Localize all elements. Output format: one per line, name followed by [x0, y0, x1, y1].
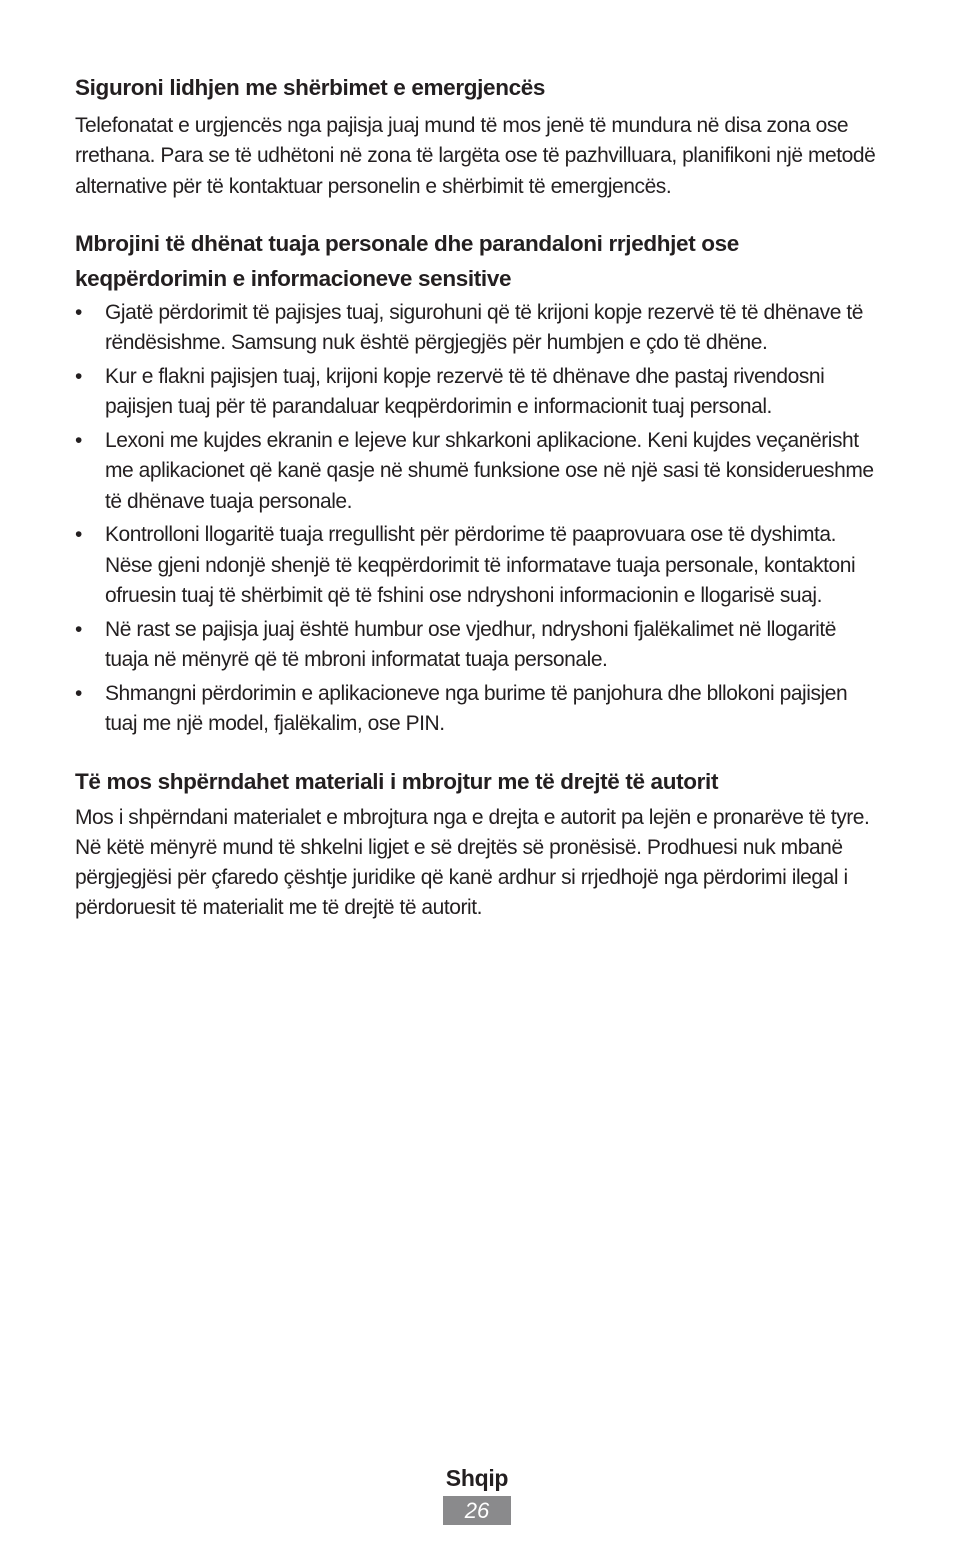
bullet-icon: •: [75, 429, 82, 453]
list-item-text: Gjatë përdorimit të pajisjes tuaj, sigurohuni që të krijoni kopje rezervë të të dhënave të rëndësishme. Samsung nuk është përgjegjës për humbjen e çdo të dhëne.: [105, 300, 863, 355]
bullet-icon: •: [75, 300, 82, 324]
footer-language-label: Shqip: [445, 1465, 509, 1491]
page-footer: [0, 1462, 954, 1525]
section-emergency-services: [75, 70, 881, 202]
bullet-icon: •: [75, 617, 82, 641]
page-number: 26: [443, 1496, 511, 1525]
document-body: [75, 70, 881, 924]
section-heading: Mbrojini të dhënat tuaja personale dhe parandaloni rrjedhjet ose keqpërdorimin e informacioneve sensitive: [75, 230, 739, 291]
list-item: [75, 298, 881, 359]
list-item-text: Kontrolloni llogaritë tuaja rregullisht për përdorime të paaprovuara ose të dyshimta. Nëse gjeni ndonjë shenjë të keqpërdorimit të informatave tuaja personale, kontaktoni ofruesin tuaj të shërbimit që të fshini ose ndryshoni informacionin e llogarisë suaj.: [105, 523, 856, 608]
list-item: [75, 426, 881, 517]
bullet-icon: •: [75, 364, 82, 388]
list-item-text: Shmangni përdorimin e aplikacioneve nga burime të panjohura dhe bllokoni pajisjen tuaj me një model, fjalëkalim, ose PIN.: [105, 681, 848, 736]
section-personal-data: [75, 226, 881, 740]
list-item-text: Lexoni me kujdes ekranin e lejeve kur shkarkoni aplikacione. Keni kujdes veçanërisht me aplikacionet që kanë qasje në shumë funksione ose në një sasi të konsiderueshme të dhënave tuaja personale.: [105, 429, 874, 513]
section-paragraph: Telefonatat e urgjencës nga pajisja juaj mund të mos jenë të mundura në disa zona ose rrethana. Para se të udhëtoni në zona të largëta ose të pazhvilluara, planifikoni një metodë alternative për të kontaktuar personelin e shërbimit të emergjencës.: [75, 114, 876, 198]
section-copyright: [75, 764, 881, 924]
list-item-text: Në rast se pajisja juaj është humbur ose vjedhur, ndryshoni fjalëkalimet në llogaritë tuaja në mënyrë që të mbroni informatat tuaja personale.: [105, 617, 836, 672]
section-heading: Të mos shpërndahet materiali i mbrojtur me të drejtë të autorit: [75, 768, 719, 794]
bullet-icon: •: [75, 523, 82, 547]
list-item: [75, 520, 881, 611]
list-item: [75, 615, 881, 676]
bullet-icon: •: [75, 681, 82, 705]
section-paragraph: Mos i shpërndani materialet e mbrojtura nga e drejta e autorit pa lejën e pronarëve të tyre. Në këtë mënyrë mund të shkelni ligjet e së drejtës së pronësisë. Prodhuesi nuk mbanë përgjegjësi për çfaredo çështje juridike që kanë ardhur si rrjedhojë nga përdorimi ilegal i përdoruesit të materialit me të drejtë të autorit.: [75, 805, 870, 920]
list-item: [75, 362, 881, 423]
section-heading: Siguroni lidhjen me shërbimet e emergjencës: [75, 75, 546, 100]
bullet-list: [75, 298, 881, 740]
list-item-text: Kur e flakni pajisjen tuaj, krijoni kopje rezervë të të dhënave dhe pastaj rivendosni pajisjen tuaj për të parandaluar keqpërdorimin e informacionit tuaj personal.: [105, 364, 825, 419]
list-item: [75, 679, 881, 740]
